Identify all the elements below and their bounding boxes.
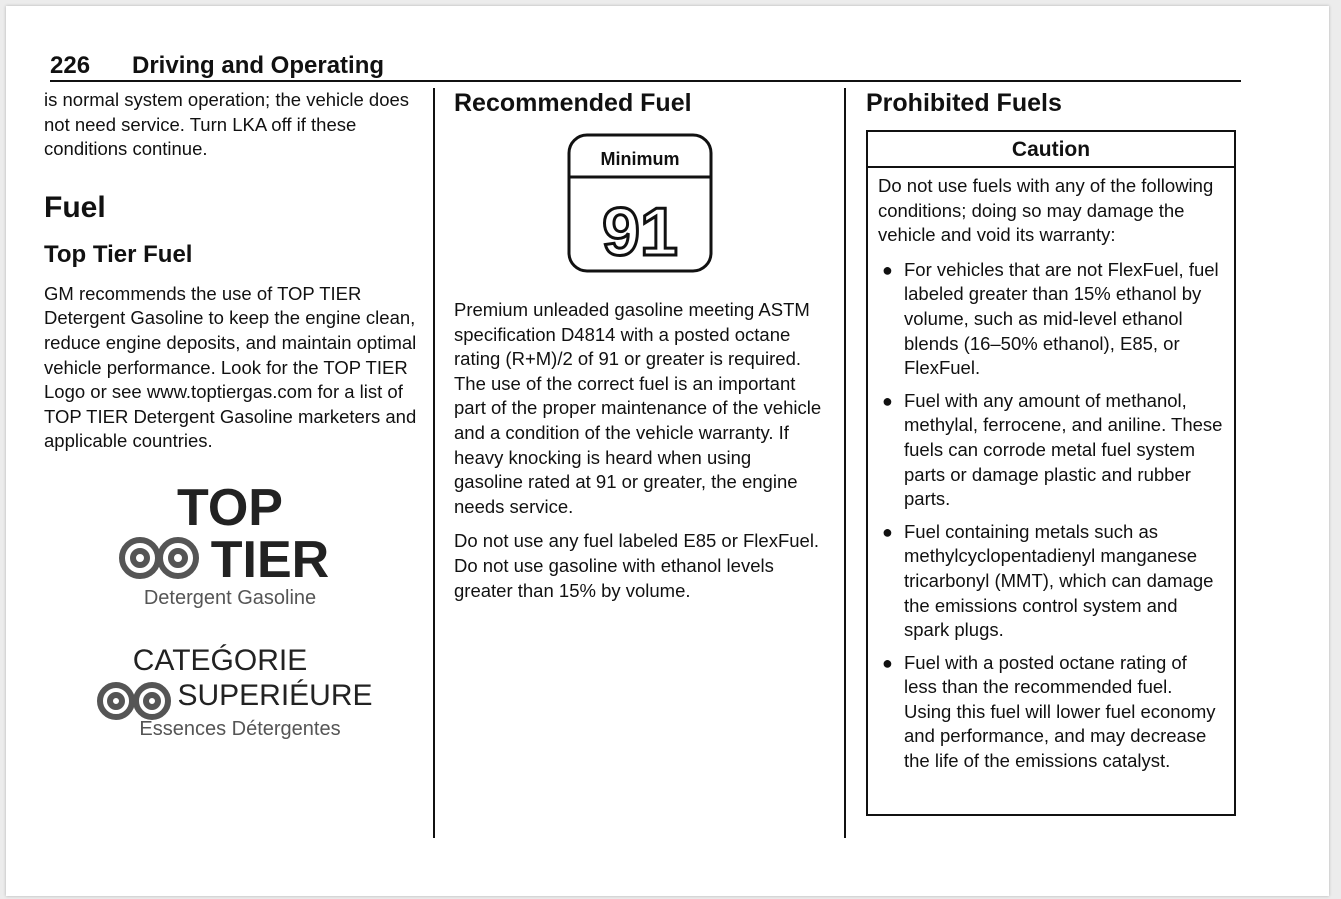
list-item xyxy=(878,520,1224,643)
list-item xyxy=(878,651,1224,774)
list-item-text: For vehicles that are not FlexFuel, fuel labeled greater than 15% ethanol by volume, such as mid-level ethanol blends (16–50% ethanol), E85, or FlexFuel. xyxy=(904,258,1219,379)
list-item-text: Fuel with a posted octane rating of less than the recommended fuel. Using this fuel will lower fuel economy and performance, and may decrease the life of the emissions catalyst. xyxy=(904,651,1216,772)
column-divider xyxy=(844,88,846,838)
bullet-icon: ● xyxy=(882,652,893,673)
recommended-fuel-text: Premium unleaded gasoline meeting ASTM specification D4814 with a posted octane rating (R+M)/2 of 91 or greater is required. The use of the correct fuel is an important part of the proper maintenance of the vehicle and a condition of the vehicle warranty. If heavy knocking is heard when using gasoline rated at 91 or greater, the engine needs service. xyxy=(454,299,822,517)
column-right xyxy=(866,88,1236,118)
caution-title: Caution xyxy=(868,132,1234,168)
logo-categorie-word: CATEǴORIE xyxy=(132,644,308,677)
logo-superieure-word: SUPERIÉURE xyxy=(177,679,373,712)
caution-intro: Do not use fuels with any of the following conditions; doing so may damage the vehicle and void its warranty: xyxy=(878,175,1214,246)
badge-label: Minimum xyxy=(600,149,680,169)
column-divider xyxy=(433,88,435,838)
swirl-icon xyxy=(100,685,168,717)
bullet-icon: ● xyxy=(882,521,893,542)
column-left xyxy=(44,88,419,454)
page-header xyxy=(50,50,1241,82)
prohibited-fuels-heading: Prohibited Fuels xyxy=(866,89,1062,117)
continuation-text: is normal system operation; the vehicle does not need service. Turn LKA off if these conditions continue. xyxy=(44,89,410,160)
list-item-text: Fuel with any amount of methanol, methylal, ferrocene, and aniline. These fuels can corrode metal fuel system parts or damage plastic and rubber parts. xyxy=(904,389,1223,510)
recommended-fuel-warning: Do not use any fuel labeled E85 or FlexFuel. Do not use gasoline with ethanol levels greater than 15% by volume. xyxy=(454,530,820,601)
page-number: 226 xyxy=(50,52,91,79)
logo-tagline: Detergent Gasoline xyxy=(143,587,317,609)
list-item xyxy=(878,258,1224,381)
badge-value: 91 xyxy=(602,194,678,270)
caution-box xyxy=(866,130,1236,816)
bullet-icon: ● xyxy=(882,259,893,280)
swirl-icon xyxy=(122,540,196,576)
bullet-icon: ● xyxy=(882,390,893,411)
logo-tier-word: TIER xyxy=(210,531,330,589)
list-item-text: Fuel containing metals such as methylcyclopentadienyl manganese tricarbonyl (MMT), which can damage the emissions control system and spark plugs. xyxy=(904,520,1214,641)
top-tier-heading: Top Tier Fuel xyxy=(44,240,193,268)
top-tier-text: GM recommends the use of TOP TIER Detergent Gasoline to keep the engine clean, reduce engine deposits, and maintain optimal vehicle performance. Look for the TOP TIER Logo or see www.toptiergas.com for a list of TOP TIER Detergent Gasoline marketers and applicable countries. xyxy=(44,282,417,452)
categorie-superieure-logo xyxy=(80,635,400,745)
logo-top-word: TOP xyxy=(177,480,283,537)
minimum-octane-badge xyxy=(567,133,713,273)
fuel-heading: Fuel xyxy=(44,190,106,224)
section-title: Driving and Operating xyxy=(132,52,385,79)
caution-list xyxy=(878,258,1224,774)
recommended-fuel-heading: Recommended Fuel xyxy=(454,89,692,117)
logo-tagline: Essences Détergentes xyxy=(139,718,341,740)
top-tier-logo xyxy=(70,480,330,610)
list-item xyxy=(878,389,1224,512)
